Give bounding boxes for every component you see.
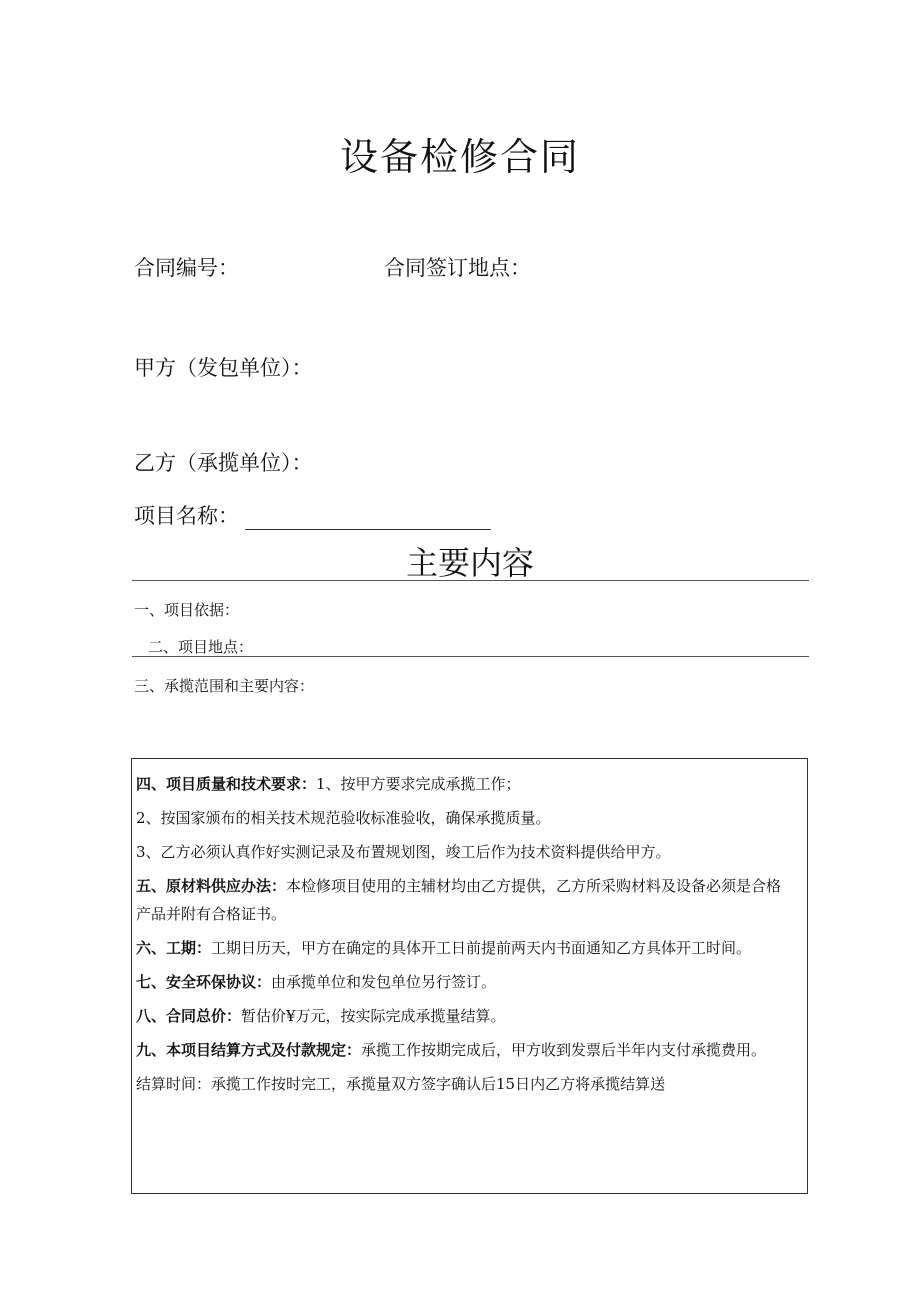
divider-line-bottom (132, 656, 809, 657)
main-section-title: 主要内容 (405, 544, 534, 582)
para-quality (136, 770, 795, 798)
para-quality-3: 3、乙方必须认真作好实测记录及布置规划图，竣工后作为技术资料提供给甲方。 (136, 843, 671, 861)
party-a-label: 甲方（发包单位）： (134, 356, 313, 380)
para-total-price-heading: 八、合同总价： (136, 1007, 242, 1025)
divider-line-top (132, 580, 809, 581)
item-project-location: 二、项目地点： (148, 638, 254, 656)
para-schedule-heading: 六、工期： (136, 939, 212, 957)
para-materials-text: 本检修项目使用的主辅材均由乙方提供，乙方所采购材料及设备必须是合格产品并附有合格证书。 (136, 877, 782, 923)
para-total-price-text: 暂估价¥万元，按实际完成承揽量结算。 (241, 1007, 506, 1025)
project-name-label: 项目名称： (134, 504, 239, 528)
para-settlement (136, 1036, 795, 1064)
contract-terms-box (131, 758, 808, 1194)
para-schedule (136, 934, 795, 962)
project-name-row (134, 500, 491, 530)
para-materials-heading: 五、原材料供应办法： (136, 877, 287, 895)
para-materials (136, 872, 795, 928)
para-safety-heading: 七、安全环保协议： (136, 973, 272, 991)
para-quality-heading: 四、项目质量和技术要求： (136, 775, 317, 793)
para-settlement-time: 结算时间：承揽工作按时完工，承揽量双方签字确认后15日内乙方将承揽结算送 (136, 1075, 666, 1093)
para-quality-text: 1、按甲方要求完成承揽工作； (316, 775, 521, 793)
sign-place-label: 合同签订地点： (384, 256, 531, 280)
para-quality-2: 2、按国家颁布的相关技术规范验收标准验收，确保承揽质量。 (136, 809, 551, 827)
contract-number-label: 合同编号： (134, 256, 239, 280)
para-safety-text: 由承揽单位和发包单位另行签订。 (271, 973, 497, 991)
item-scope: 三、承揽范围和主要内容： (134, 677, 315, 695)
para-settlement-text: 承揽工作按期完成后，甲方收到发票后半年内支付承揽费用。 (361, 1041, 767, 1059)
para-schedule-text: 工期日历天，甲方在确定的具体开工日前提前两天内书面通知乙方具体开工时间。 (211, 939, 752, 957)
party-b-label: 乙方（承揽单位）： (134, 451, 313, 475)
para-total-price (136, 1002, 795, 1030)
project-name-blank (245, 507, 491, 530)
para-safety (136, 968, 795, 996)
item-project-basis: 一、项目依据： (134, 601, 240, 619)
document-title: 设备检修合同 (339, 135, 580, 179)
para-settlement-heading: 九、本项目结算方式及付款规定： (136, 1041, 362, 1059)
